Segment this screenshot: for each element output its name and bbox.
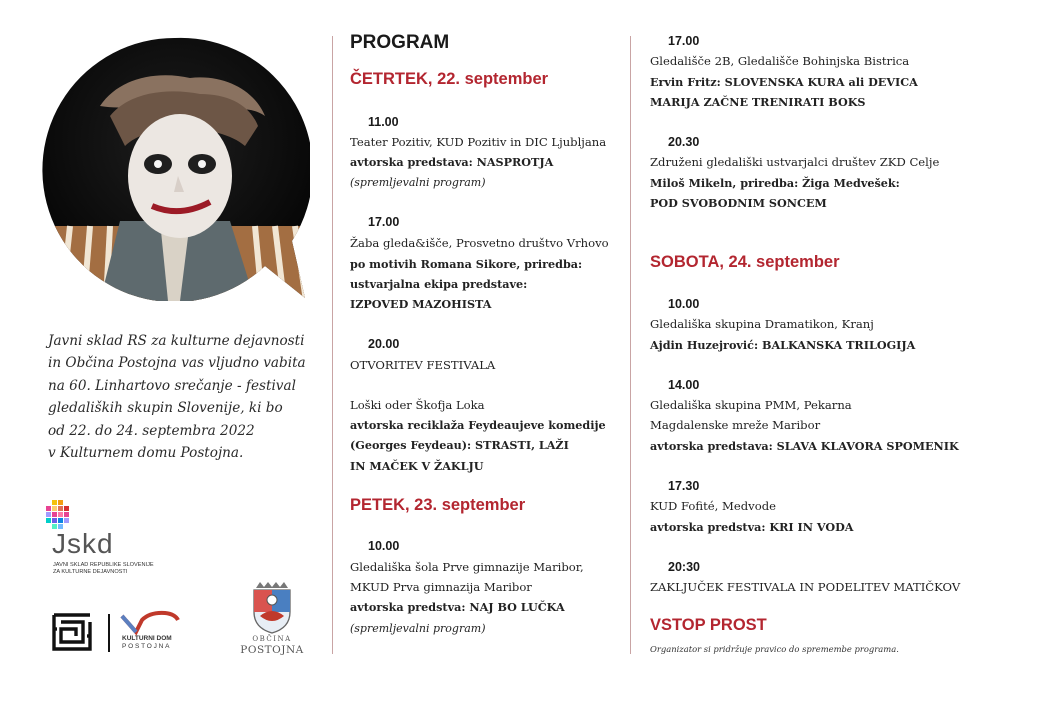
event-line: IZPOVED MAZOHISTA: [350, 297, 492, 311]
event-line: IN MAČEK V ŽAKLJU: [350, 459, 484, 473]
event-line: po motivih Romana Sikore, priredba:: [350, 257, 583, 271]
event-line: Loški oder Škofja Loka: [350, 398, 485, 412]
event-line: Ajdin Huzejrović: BALKANSKA TRILOGIJA: [650, 338, 916, 352]
event-line: Miloš Mikeln, priredba: Žiga Medvešek:: [650, 176, 900, 190]
logo-divider: [108, 614, 110, 652]
event-line: Žaba gleda&išče, Prosvetno društvo Vrhovo: [350, 236, 609, 250]
jskd-mosaic-icon: [44, 500, 74, 530]
event-time: 17.30: [668, 479, 700, 493]
invitation-text: [48, 330, 333, 464]
kulturni-dom-line1: KULTURNI DOM: [122, 635, 172, 642]
program-title: PROGRAM: [350, 32, 450, 53]
jskd-subtitle: [53, 562, 173, 575]
invitation-line: Javni sklad RS za kulturne dejavnosti: [48, 333, 305, 349]
event-line: ustvarjalna ekipa predstave:: [350, 277, 528, 291]
invitation-line: v Kulturnem domu Postojna.: [48, 445, 244, 462]
organizer-note: Organizator si pridržuje pravico do spremembe programa.: [650, 644, 899, 654]
obcina-line2: POSTOJNA: [240, 644, 304, 656]
event-time: 20.30: [668, 135, 700, 149]
invitation-line: in Občina Postojna vas vljudno vabita: [48, 355, 306, 372]
event-time: 20.00: [368, 337, 400, 351]
event-line: ZAKLJUČEK FESTIVALA IN PODELITEV MATIČKOV: [650, 580, 961, 594]
event-line: avtorska predstava: SLAVA KLAVORA SPOMENIK: [650, 439, 959, 453]
day-heading-thursday: ČETRTEK, 22. september: [350, 70, 549, 88]
column-divider: [630, 36, 631, 654]
event-line: (spremljevalni program): [350, 176, 486, 189]
event-line: Gledališka skupina Dramatikon, Kranj: [650, 317, 874, 331]
event-time: 14.00: [668, 378, 700, 392]
event-line: avtorska predstva: KRI IN VODA: [650, 520, 854, 534]
event-time: 17.00: [668, 34, 700, 48]
event-line: OTVORITEV FESTIVALA: [350, 358, 496, 372]
jskd-subtitle-line: JAVNI SKLAD REPUBLIKE SLOVENIJE: [53, 562, 154, 568]
event-time: 11.00: [368, 115, 399, 129]
jskd-wordmark: Jskd: [52, 528, 114, 559]
event-line: (Georges Feydeau): STRASTI, LAŽI: [350, 438, 569, 452]
obcina-line1: OBČINA: [252, 635, 292, 643]
event-line: Gledališka skupina PMM, Pekarna: [650, 398, 852, 412]
kulturni-dom-line2: POSTOJNA: [122, 642, 172, 650]
free-entry-heading: VSTOP PROST: [650, 616, 767, 634]
event-line: Gledališče 2B, Gledališče Bohinjska Bistrica: [650, 54, 910, 68]
event-line: Ervin Fritz: SLOVENSKA KURA ali DEVICA: [650, 75, 918, 89]
event-time: 10.00: [668, 297, 700, 311]
event-line: MARIJA ZAČNE TRENIRATI BOKS: [650, 95, 866, 109]
kulturni-dom-text: [122, 635, 172, 650]
day-heading-saturday: SOBOTA, 24. september: [650, 253, 840, 271]
event-time: 20:30: [668, 560, 700, 574]
event-line: Gledališka šola Prve gimnazije Maribor,: [350, 560, 584, 574]
event-line: Teater Pozitiv, KUD Pozitiv in DIC Ljubljana: [350, 135, 607, 149]
invitation-line: od 22. do 24. septembra 2022: [48, 422, 255, 439]
event-time: 17.00: [368, 215, 400, 229]
event-line: KUD Fofité, Medvode: [650, 499, 776, 513]
checkmark-icon: [120, 610, 180, 636]
coat-of-arms-icon: [250, 582, 294, 634]
jskd-logo: [44, 500, 164, 580]
invitation-line: gledaliških skupin Slovenije, ki bo: [48, 400, 283, 417]
day-heading-friday: PETEK, 23. september: [350, 496, 526, 514]
kulturni-dom-logo: [52, 610, 182, 655]
event-time: 10.00: [368, 539, 400, 553]
event-line: Združeni gledališki ustvarjalci društev ZKD Celje: [650, 155, 940, 169]
jskd-subtitle-line: ZA KULTURNE DEJAVNOSTI: [53, 568, 128, 575]
performer-photo: [40, 36, 310, 301]
invitation-line: na 60. Linhartovo srečanje - festival: [48, 377, 296, 394]
event-line: POD SVOBODNIM SONCEM: [650, 196, 827, 210]
event-line: (spremljevalni program): [350, 622, 486, 635]
obcina-postojna-logo: [238, 582, 306, 657]
event-line: Magdalenske mreže Maribor: [650, 418, 821, 432]
maze-icon: [52, 612, 92, 652]
column-divider: [332, 36, 333, 654]
event-line: avtorska predstava: NASPROTJA: [350, 155, 554, 169]
event-line: avtorska predstva: NAJ BO LUČKA: [350, 600, 565, 614]
event-line: avtorska reciklaža Feydeaujeve komedije: [350, 418, 606, 432]
event-line: MKUD Prva gimnazija Maribor: [350, 580, 532, 594]
